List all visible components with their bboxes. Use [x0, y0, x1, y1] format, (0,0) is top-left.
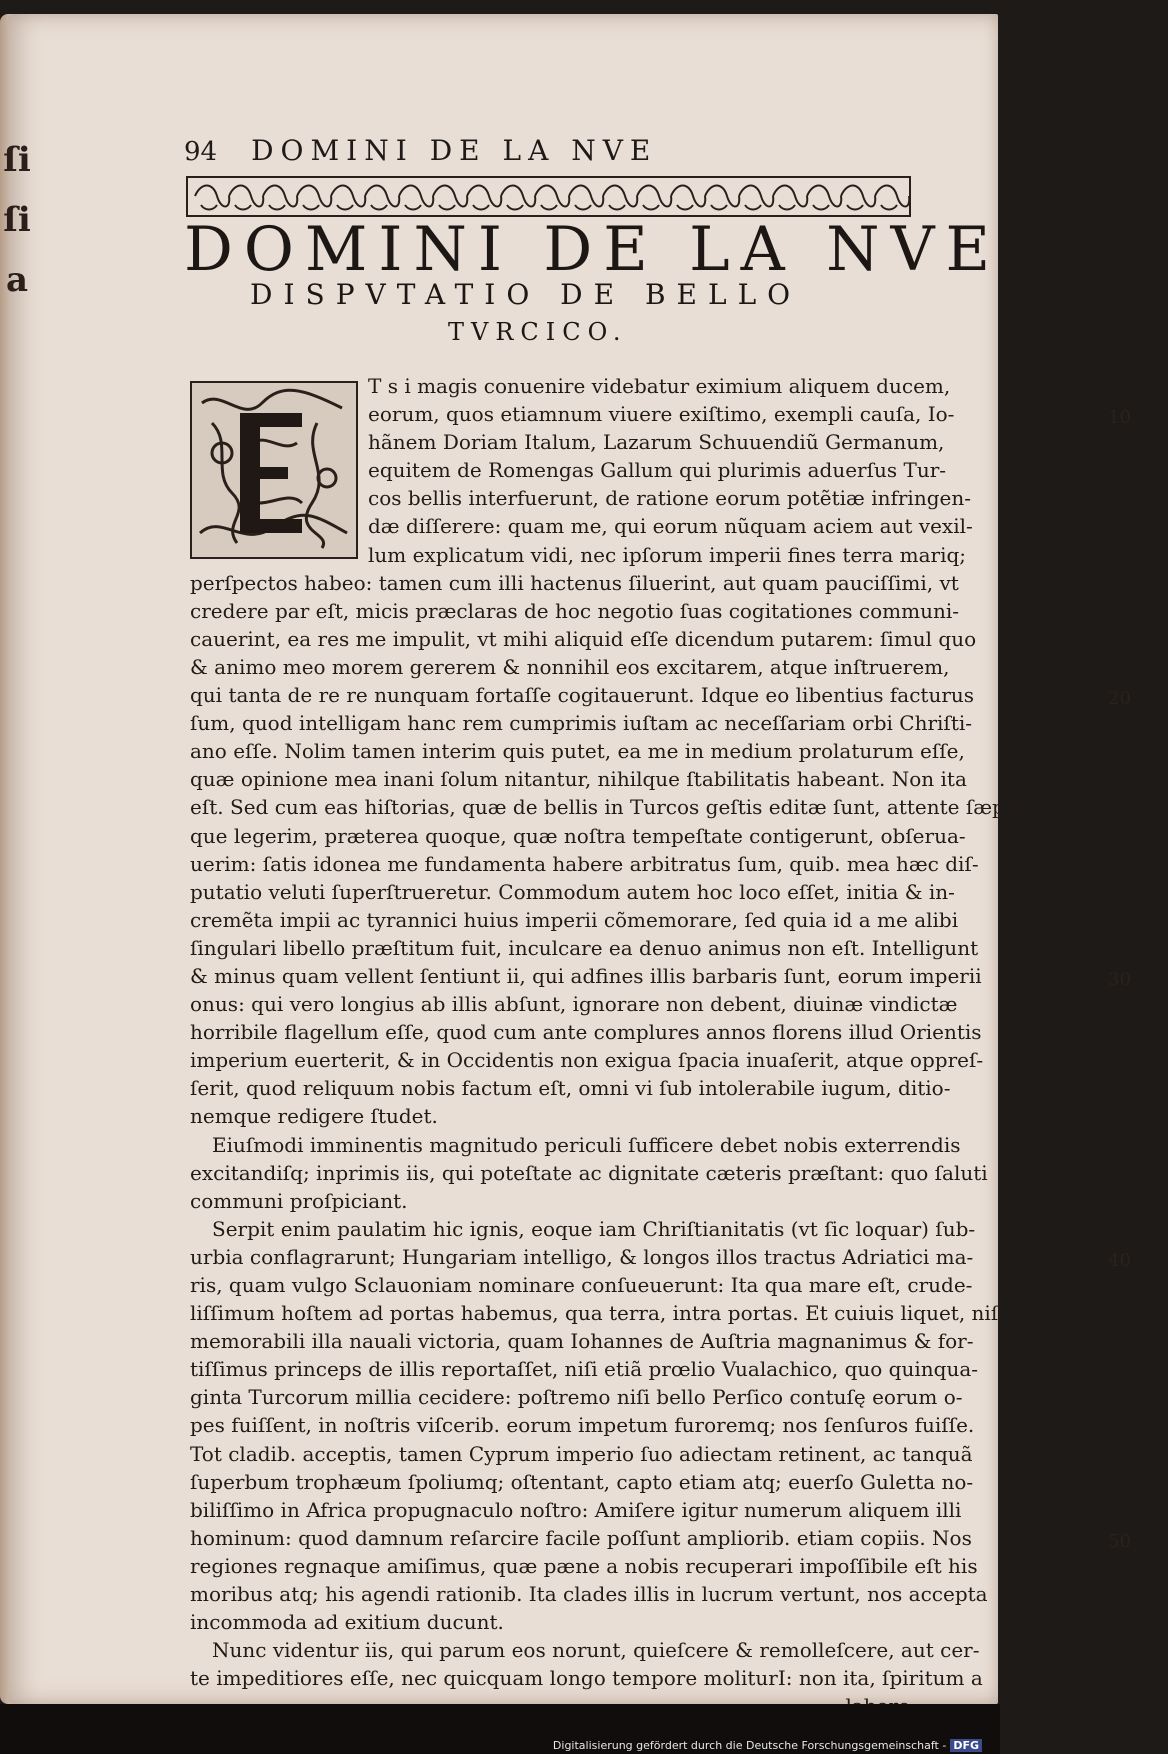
- line-number: 50: [1108, 1531, 1131, 1553]
- text-line: eorum, quos etiamnum viuere exiſtimo, exempli cauſa, Io-: [368, 402, 955, 427]
- line-number: 20: [1108, 688, 1131, 710]
- text-line: nemque redigere ſtudet.: [190, 1104, 438, 1129]
- ornament-swirl: [467, 186, 501, 210]
- running-title: DOMINI DE LA NVE: [251, 134, 658, 167]
- text-line: uerim: ſatis idonea me fundamenta habere arbitratus ſum, quib. mea hæc diſ-: [190, 851, 979, 876]
- margin-mark: ſi: [3, 200, 31, 240]
- text-line: & animo meo morem gererem & nonnihil eos excitarem, atque inſtruerem,: [190, 654, 950, 679]
- text-line: ginta Turcorum millia cecidere: poſtremo niſi bello Perſico contuſę eorum o-: [190, 1385, 963, 1410]
- ornament-swirl: [705, 186, 739, 210]
- page-number: 94: [184, 137, 218, 167]
- ornament-swirl: [433, 186, 467, 210]
- text-line: ſingulari libello præſtitum fuit, inculcare ea denuo animus non eſt. Intelligunt: [190, 935, 979, 960]
- ornament-swirl: [331, 186, 365, 210]
- ornament-swirl: [263, 186, 297, 210]
- text-line: Eiuſmodi imminentis magnitudo periculi ſufficere debet nobis exterrendis: [212, 1132, 961, 1157]
- text-line: cremẽta impii ac tyrannici huius imperii cõmemorare, ſed quia id a me alibi: [190, 907, 959, 932]
- text-line: & minus quam vellent ſentiunt ii, qui adfines illis barbaris ſunt, eorum imperii: [190, 963, 982, 988]
- text-line: perſpectos habeo: tamen cum illi hactenus ſiluerint, aut quam pauciſſimi, vt: [190, 570, 959, 595]
- ornament-swirl: [603, 186, 637, 210]
- text-line: ſuperbum trophæum ſpoliumq; oſtentant, capto etiam atq; euerſo Guletta no-: [190, 1469, 974, 1494]
- text-line: imperium euerterit, & in Occidentis non exigua ſpacia inuaſerit, atque oppreſ-: [190, 1048, 984, 1073]
- margin-mark: ſi: [3, 140, 31, 180]
- ornament-swirl: [569, 186, 603, 210]
- text-line: Serpit enim paulatim hic ignis, eoque iam Chriſtianitatis (vt ſic loquar) ſub-: [212, 1216, 976, 1241]
- ornament-swirl: [841, 186, 875, 210]
- facing-page-marks: [0, 130, 34, 310]
- text-line: dæ diſſerere: quam me, qui eorum nũquam aciem aut vexil-: [368, 514, 973, 539]
- text-line: hominum: quod damnum reſarcire facile poſſunt ampliorib. etiam copiis. Nos: [190, 1525, 972, 1550]
- ornament-swirl: [365, 186, 399, 210]
- ornament-swirl: [229, 186, 263, 210]
- text-line: liſſimum hoſtem ad portas habemus, qua terra, intra portas. Et cuiuis liquet, niſi: [190, 1301, 1005, 1326]
- ornament-swirl: [637, 186, 671, 210]
- ornamental-band: [187, 175, 910, 218]
- text-line: incommoda ad exitium ducunt.: [190, 1610, 504, 1635]
- text-line: tiſſimus princeps de illis reportaſſet, niſi etiã prœlio Vualachico, quo quinqua-: [190, 1357, 979, 1382]
- text-line: communi proſpiciant.: [190, 1188, 408, 1213]
- text-line: qui tanta de re re nunquam fortaſſe cogitauerunt. Idque eo libentius facturus: [190, 683, 975, 708]
- margin-mark: a: [5, 260, 29, 300]
- line-number: 10: [1108, 407, 1131, 429]
- text-line: memorabili illa nauali victoria, quam Iohannes de Auſtria magnanimus & for-: [190, 1329, 974, 1354]
- line-number: 30: [1108, 969, 1131, 991]
- text-line: equitem de Romengas Gallum qui plurimis aduerſus Tur-: [368, 458, 947, 483]
- text-line: ris, quam vulgo Sclauoniam nominare conſueuerunt: Ita qua mare eſt, crude-: [190, 1273, 973, 1297]
- text-line: T s i magis conuenire videbatur eximium aliquem ducem,: [368, 374, 951, 398]
- text-line: quæ opinione mea inani ſolum nitantur, nihilque ſtabilitatis habeant. Non ita: [190, 767, 967, 792]
- ornament-swirl: [501, 186, 535, 210]
- ornament-swirl: [535, 186, 569, 210]
- ornament-swirl: [671, 186, 705, 210]
- text-line: te impeditiores eſſe, nec quicquam longo tempore moliturI: non ita, ſpiritum a: [190, 1666, 983, 1691]
- text-line: Nunc videntur iis, qui parum eos norunt, quieſcere & remolleſcere, aut cer-: [212, 1638, 980, 1663]
- text-line: ſerit, quod reliquum nobis factum eſt, omni vi ſub intolerabile iugum, ditio-: [190, 1076, 951, 1101]
- text-line: credere par eſt, micis præclaras de hoc negotio ſuas cogitationes communi-: [190, 598, 959, 623]
- ornament-swirl: [739, 186, 773, 210]
- sub-title: DISPVTATIO DE BELLO: [250, 278, 802, 311]
- ornament-swirl: [195, 186, 229, 210]
- ornament-swirl: [807, 186, 841, 210]
- text-line: putatio veluti ſuperſtrueretur. Commodum autem hoc loco eſſet, initia & in-: [190, 879, 955, 904]
- dfg-logo: DFG: [950, 1739, 982, 1752]
- text-line: horribile flagellum eſſe, quod cum ante complures annos florens illud Orientis: [190, 1020, 982, 1045]
- text-line: cos bellis interfuerunt, de ratione eorum potẽtiæ infringen-: [368, 486, 971, 511]
- line-number: 40: [1108, 1250, 1131, 1272]
- body-text: [190, 372, 1131, 1721]
- credit-text: Digitalisierung gefördert durch die Deutsche Forschungsgemeinschaft -: [552, 1739, 947, 1752]
- ornament-swirl: [297, 186, 331, 210]
- main-title: DOMINI DE LA NVE: [184, 214, 1002, 285]
- text-line: pes fuiſſent, in noſtris viſcerib. eorum impetum furoremq; nos ſenſuros fuiſſe.: [190, 1413, 975, 1438]
- ornament-swirl: [773, 186, 807, 210]
- text-line: moribus atq; his agendi rationib. Ita clades illis in lucrum vertunt, nos accepta: [190, 1582, 988, 1607]
- text-line: eſt. Sed cum eas hiſtorias, quæ de bellis in Turcos geſtis editæ ſunt, attente ſæpe-: [190, 795, 1024, 820]
- text-line: ſum, quod intelligam hanc rem cumprimis iuſtam ac neceſſariam orbi Chriſti-: [190, 711, 973, 736]
- ornament-swirl: [399, 186, 433, 210]
- text-line: onus: qui vero longius ab illis abſunt, ignorare non debent, diuinæ vindictæ: [190, 992, 958, 1017]
- running-head: [184, 134, 904, 167]
- text-line: biliſſimo in Africa propugnaculo noſtro: Amiſere igitur numerum aliquem illi: [190, 1497, 962, 1522]
- text-line: excitandiſq; inprimis iis, qui poteſtate ac dignitate cæteris præſtant: quo ſaluti: [190, 1160, 988, 1185]
- ornament-swirl: [875, 186, 909, 210]
- text-line: lum explicatum vidi, nec ipſorum imperii fines terra mariq;: [368, 542, 967, 567]
- text-line: que legerim, præterea quoque, quæ noſtra tempeſtate contigerunt, obſerua-: [190, 823, 966, 848]
- digitization-credit: [553, 1739, 982, 1752]
- sub-title-continued: TVRCICO.: [448, 318, 628, 346]
- text-line: ano eſſe. Nolim tamen interim quis putet, ea me in medium prolaturum eſſe,: [190, 739, 965, 764]
- text-line: regiones regnaque amiſimus, quæ pæne a nobis recuperari impoſſibile eſt his: [190, 1553, 978, 1578]
- text-line: hãnem Doriam Italum, Lazarum Schuuendiũ Germanum,: [368, 430, 945, 455]
- text-line: Tot cladib. acceptis, tamen Cyprum imperio ſuo adiectam retinent, ac tanquã: [190, 1441, 973, 1466]
- text-line: urbia conflagrarunt; Hungariam intelligo, & longos illos tractus Adriatici ma-: [190, 1244, 974, 1269]
- text-line: cauerint, ea res me impulit, vt mihi aliquid eſſe dicendum putarem: ſimul quo: [190, 626, 977, 651]
